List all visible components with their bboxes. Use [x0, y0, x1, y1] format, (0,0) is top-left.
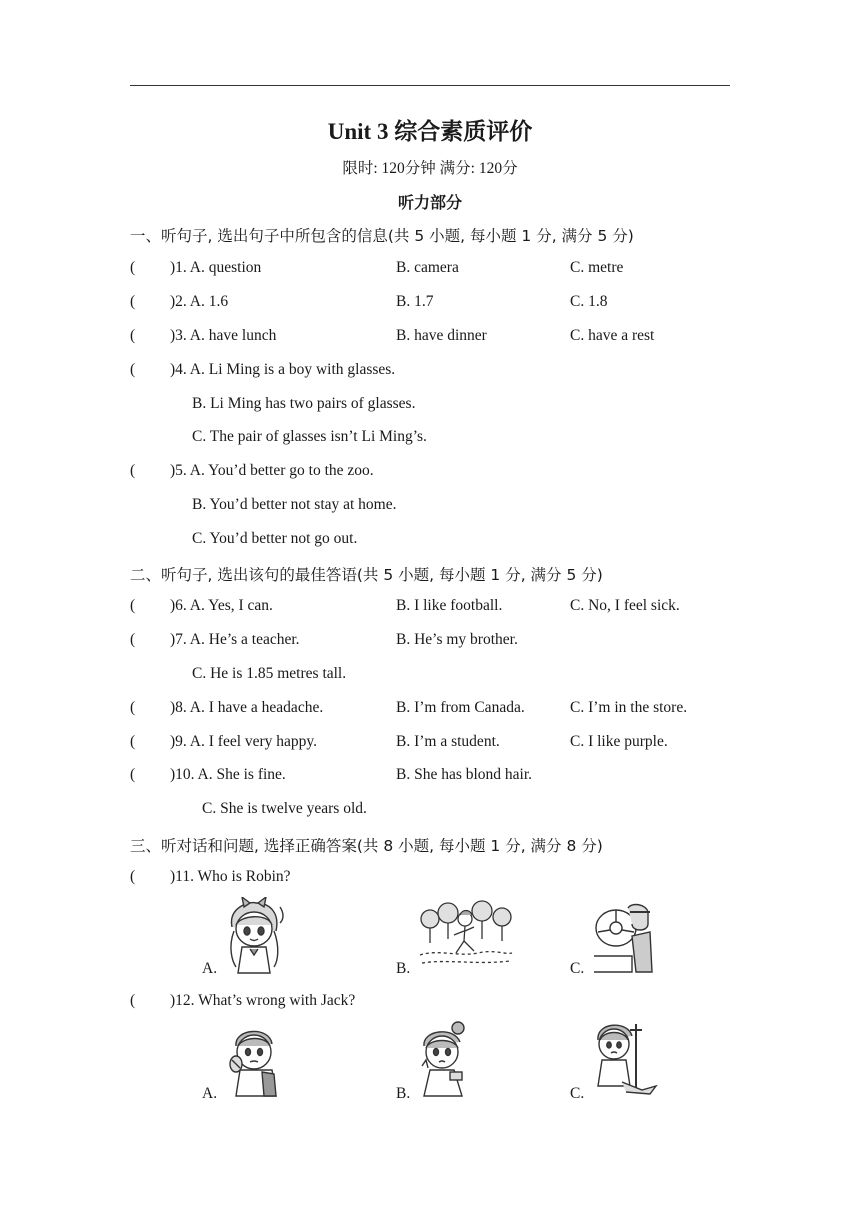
q11-label-b: B.	[396, 960, 411, 977]
girl-with-bow-picture[interactable]	[222, 897, 288, 975]
answer-blank[interactable]: (	[130, 733, 136, 750]
answer-blank[interactable]: (	[130, 293, 136, 310]
q7-option-a: )7. A. He’s a teacher.	[170, 631, 300, 648]
q12-label-c: C.	[570, 1085, 585, 1102]
section1-heading: 一、听句子, 选出句子中所包含的信息(共 5 小题, 每小题 1 分, 满分 5 分)	[130, 227, 634, 245]
part-heading: 听力部分	[397, 193, 462, 212]
q9-option-b: B. I’m a student.	[396, 733, 500, 750]
q6-option-a: )6. A. Yes, I can.	[170, 597, 273, 614]
top-rule	[130, 85, 730, 86]
q2-option-a: )2. A. 1.6	[170, 293, 229, 310]
q7-option-b: B. He’s my brother.	[396, 631, 518, 648]
answer-blank[interactable]: (	[130, 327, 136, 344]
q1-option-b: B. camera	[396, 259, 459, 276]
answer-blank[interactable]: (	[130, 597, 136, 614]
man-driving-picture[interactable]	[592, 902, 654, 974]
q4-option-b: B. Li Ming has two pairs of glasses.	[192, 395, 416, 412]
time-score-info: 限时: 120分钟 满分: 120分	[342, 160, 518, 177]
answer-blank[interactable]: (	[130, 462, 136, 479]
q6-option-b: B. I like football.	[396, 597, 503, 614]
answer-blank[interactable]: (	[130, 631, 136, 648]
answer-blank[interactable]: (	[130, 766, 136, 783]
girl-with-bandaged-arm-picture[interactable]	[418, 1020, 470, 1098]
q4-option-c: C. The pair of glasses isn’t Li Ming’s.	[192, 428, 427, 445]
section3-heading: 三、听对话和问题, 选择正确答案(共 8 小题, 每小题 1 分, 满分 8 分)	[130, 837, 603, 855]
q12-text: )12. What’s wrong with Jack?	[170, 992, 356, 1009]
boy-running-in-park-picture[interactable]	[418, 899, 514, 969]
q2-option-b: B. 1.7	[396, 293, 434, 310]
q8-option-c: C. I’m in the store.	[570, 699, 688, 716]
page-title: Unit 3 综合素质评价	[327, 119, 533, 144]
q10-option-a: )10. A. She is fine.	[170, 766, 286, 783]
q11-label-a: A.	[202, 960, 218, 977]
q6-option-c: C. No, I feel sick.	[570, 597, 680, 614]
q12-label-b: B.	[396, 1085, 411, 1102]
q8-option-b: B. I’m from Canada.	[396, 699, 525, 716]
boy-holding-egg-picture[interactable]	[226, 1024, 284, 1098]
q1-option-c: C. metre	[570, 259, 624, 276]
q5-option-b: B. You’d better not stay at home.	[192, 496, 397, 513]
q10-option-c: C. She is twelve years old.	[202, 800, 367, 817]
q1-option-a: )1. A. question	[170, 259, 262, 276]
q12-label-a: A.	[202, 1085, 218, 1102]
q9-option-c: C. I like purple.	[570, 733, 668, 750]
q5-option-c: C. You’d better not go out.	[192, 530, 358, 547]
q10-option-b: B. She has blond hair.	[396, 766, 533, 783]
section2-heading: 二、听句子, 选出该句的最佳答语(共 5 小题, 每小题 1 分, 满分 5 分)	[130, 566, 603, 584]
q3-option-b: B. have dinner	[396, 327, 487, 344]
q5-option-a: )5. A. You’d better go to the zoo.	[170, 462, 374, 479]
q3-option-c: C. have a rest	[570, 327, 655, 344]
answer-blank[interactable]: (	[130, 992, 136, 1009]
q3-option-a: )3. A. have lunch	[170, 327, 277, 344]
q8-option-a: )8. A. I have a headache.	[170, 699, 324, 716]
boy-with-crutch-picture[interactable]	[592, 1020, 660, 1100]
q11-label-c: C.	[570, 960, 585, 977]
answer-blank[interactable]: (	[130, 361, 136, 378]
answer-blank[interactable]: (	[130, 868, 136, 885]
q9-option-a: )9. A. I feel very happy.	[170, 733, 318, 750]
q11-text: )11. Who is Robin?	[170, 868, 291, 885]
answer-blank[interactable]: (	[130, 699, 136, 716]
q7-option-c: C. He is 1.85 metres tall.	[192, 665, 347, 682]
q2-option-c: C. 1.8	[570, 293, 608, 310]
q4-option-a: )4. A. Li Ming is a boy with glasses.	[170, 361, 396, 378]
answer-blank[interactable]: (	[130, 259, 136, 276]
